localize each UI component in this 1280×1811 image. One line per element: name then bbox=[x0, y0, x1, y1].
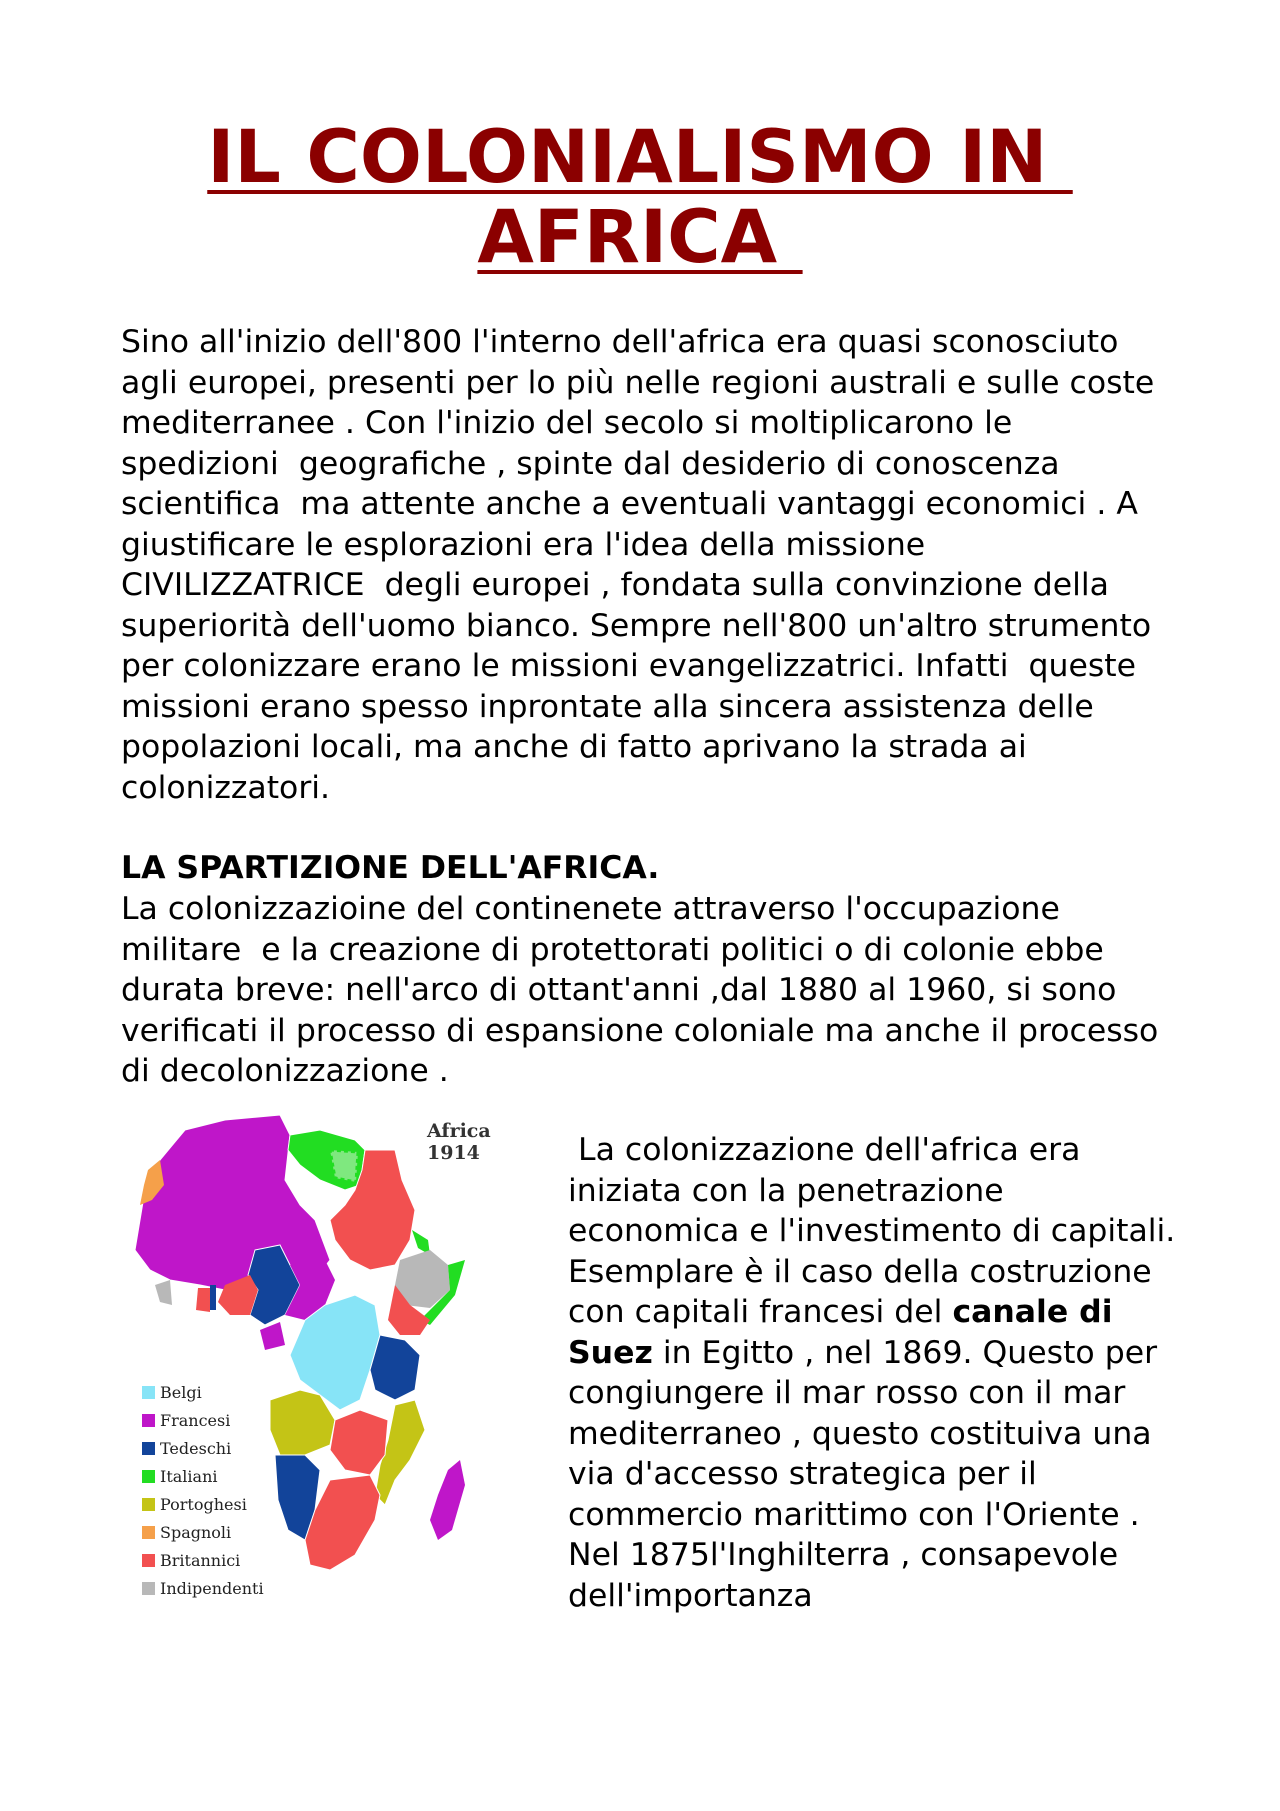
legend-item-tedeschi: Tedeschi bbox=[142, 1434, 264, 1462]
map-title: Africa 1914 bbox=[427, 1120, 491, 1164]
legend-item-belgi: Belgi bbox=[142, 1378, 264, 1406]
legend-swatch bbox=[142, 1442, 155, 1455]
highlight-canale-di-suez: canale di Suez bbox=[568, 1294, 1124, 1371]
legend-swatch bbox=[142, 1414, 155, 1427]
map-region-madagascar bbox=[430, 1460, 465, 1540]
section-heading: LA SPARTIZIONE DELL'AFRICA. bbox=[121, 850, 660, 886]
section-paragraph: La colonizzazioine del continenete attraverso l'occupazione militare e la creazione di protettorati politici o di colonie ebbe durata breve: nell'arco di ottant'anni ,dal 1880 al 1960, si sono verificati il processo di espansione coloniale ma anche il processo di decolonizzazione . bbox=[121, 891, 1169, 1089]
legend-item-britannici: Britannici bbox=[142, 1546, 264, 1574]
legend-swatch bbox=[142, 1554, 155, 1567]
legend-swatch bbox=[142, 1582, 155, 1595]
map-region-angola bbox=[270, 1390, 335, 1455]
page-title: IL COLONIALISMO IN AFRICA bbox=[207, 115, 1048, 280]
africa-1914-map bbox=[130, 1110, 550, 1620]
legend-swatch bbox=[142, 1470, 155, 1483]
legend-item-indipendenti: Indipendenti bbox=[142, 1574, 264, 1602]
legend-item-francesi: Francesi bbox=[142, 1406, 264, 1434]
map-region-german-east bbox=[370, 1335, 420, 1400]
legend-item-spagnoli: Spagnoli bbox=[142, 1518, 264, 1546]
legend-item-italiani: Italiani bbox=[142, 1462, 264, 1490]
legend-item-portoghesi: Portoghesi bbox=[142, 1490, 264, 1518]
map-legend bbox=[142, 1378, 264, 1602]
intro-paragraph: Sino all'inizio dell'800 l'interno dell'africa era quasi sconosciuto agli europei, presenti per lo più nelle regioni australi e sulle coste mediterranee . Con l'inizio del secolo si moltiplicarono le spedizioni geografiche , spinte dal desiderio di conoscenza scientifica ma attente anche a eventuali vantaggi economici . A giustificare le esplorazioni era l'idea della missione CIVILIZZATRICE degli europei , fondata sulla convinzione della superiorità dell'uomo bianco. Sempre nell'800 un'altro strumento per colonizzare erano le missioni evangelizzatrici. Infatti queste missioni erano spesso inprontate alla sincera assistenza delle popolazioni locali, ma anche di fatto aprivano la strada ai colonizzatori. bbox=[121, 324, 1165, 806]
legend-swatch bbox=[142, 1498, 155, 1511]
legend-swatch bbox=[142, 1526, 155, 1539]
side-paragraph: La colonizzazione dell'africa era iniziata con la penetrazione economica e l'investimento di capitali. Esemplare è il caso della costruzione con capitali francesi del canale di Suez in Egitto , nel 1869. Questo per congiungere il mar rosso con il mar mediterraneo , questo costituiva una via d'accesso strategica per il commercio marittimo con l'Oriente . Nel 1875l'Inghilterra , consapevole dell'importanza bbox=[568, 1132, 1186, 1614]
legend-swatch bbox=[142, 1386, 155, 1399]
